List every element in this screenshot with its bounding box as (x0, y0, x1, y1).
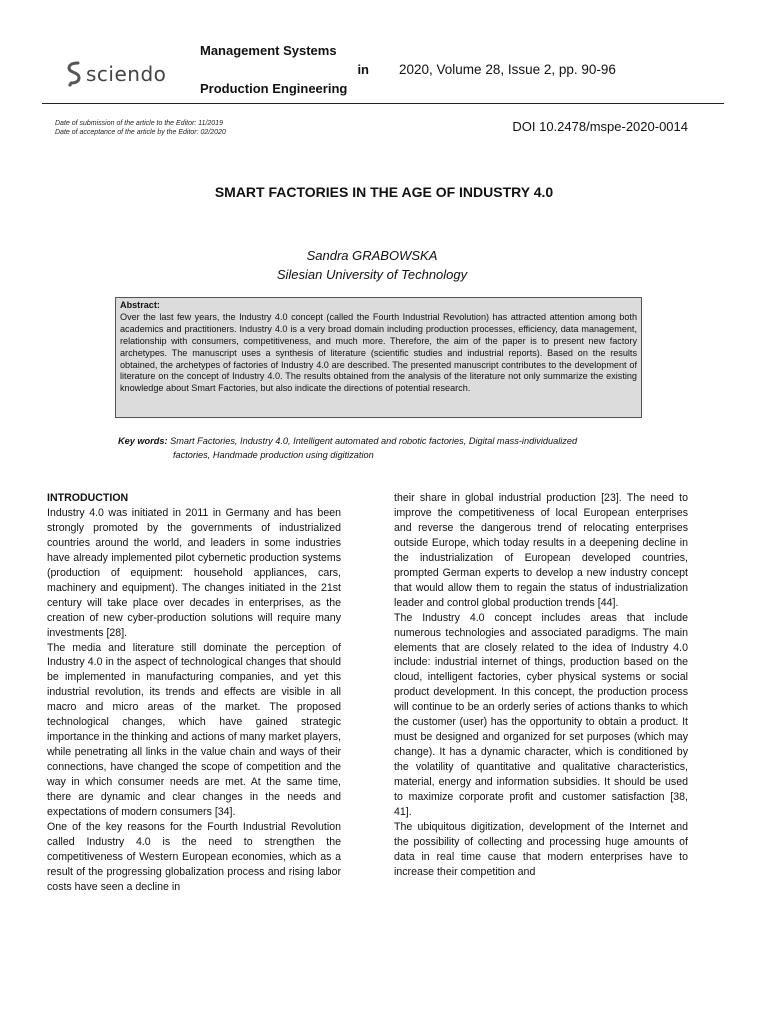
doi[interactable]: DOI 10.2478/mspe-2020-0014 (512, 119, 688, 134)
journal-line-3: Production Engineering (200, 81, 348, 96)
keywords-label: Key words: (118, 436, 168, 446)
paragraph: Industry 4.0 was initiated in 2011 in Germany and has been strongly promoted by the governments of industrialized countries around the world, and leaders in some industries have already implemented pilot cybernetic production systems (production of equipment: household appliances, cars, machinery and equipment). The changes initiated in the 21st century will take place over decades in enterprises, as the creation of new cyber-production solutions will require many investments [28]. (47, 506, 341, 639)
keywords-line-2: factories, Handmade production using digitization (173, 450, 374, 460)
journal-line-1: Management Systems (200, 43, 337, 58)
body-left-column (47, 491, 341, 895)
abstract-box (115, 297, 642, 418)
paragraph: One of the key reasons for the Fourth Industrial Revolution called Industry 4.0 is the need to strengthen the competitiveness of Western European economies, which as a result of the progressing globalization process and rising labor costs have seen a decline in (47, 820, 341, 893)
body-right-column (394, 491, 688, 880)
article-title: SMART FACTORIES IN THE AGE OF INDUSTRY 4.0 (214, 184, 554, 200)
paragraph: The media and literature still dominate the perception of Industry 4.0 in the aspect of technological changes that should be implemented in manufacturing companies, and yet this industrial revolution, its trends and effects are visible in all macro and micro areas of the market. The proposed technological changes, which have gained strategic importance in the thinking and actions of many market players, while penetrating all links in the value chain and ways of their connections, have changed the scope of competition and the way in which consumer needs are met. At the same time, there are dynamic and clear changes in the needs and expectations of modern consumers [34]. (47, 641, 341, 819)
sciendo-logo-icon (66, 60, 82, 88)
submission-date: Date of submission of the article to the Editor: 11/2019 (55, 120, 223, 127)
keywords (118, 434, 658, 462)
keywords-line-1: Smart Factories, Industry 4.0, Intelligent automated and robotic factories, Digital mass-individualized (170, 436, 578, 446)
journal-line-2: in (357, 62, 369, 77)
paragraph: their share in global industrial production [23]. The need to improve the competitiveness of local European enterprises and reverse the dangerous trend of relocating enterprises outside Europe, which today results in a deepening decline in the industrialization of European developed countries, prompted German experts to develop a new industry concept that would allow them to regain the status of industrialization leader and control global production trends [44]. (394, 492, 688, 609)
author-affiliation: Silesian University of Technology (276, 267, 468, 282)
author-name: Sandra GRABOWSKA (306, 248, 438, 263)
section-heading: INTRODUCTION (47, 492, 129, 504)
journal-title (200, 41, 370, 98)
header-divider (42, 103, 724, 104)
paragraph: The Industry 4.0 concept includes areas that include numerous technologies and associated paradigms. The main elements that are closely related to the idea of Industry 4.0 include: industrial internet of things, production based on the cloud, intelligent factories, cyber physical systems or social product development. In this concept, the production process will continue to be an orderly series of actions thanks to which the customer (user) has the opportunity to obtain a product. It must be designed and organized for set purposes (which may change). It has a dynamic character, which is conditioned by the volatility of quantitative and qualitative characteristics, material, energy and information subsidies. It should be used to maximize corporate profit and customer satisfaction [38, 41]. (394, 611, 688, 819)
abstract-text: Over the last few years, the Industry 4.0 concept (called the Fourth Industrial Revolution) has attracted attention among both academics and practitioners. Industry 4.0 is a very broad domain including production processes, efficiency, data management, relationship with consumers, competitiveness, and much more. Therefore, the aim of the paper is to present new factory archetypes. The manuscript uses a synthesis of literature (scientific studies and industrial reports). Based on the results obtained, the archetypes of factories of Industry 4.0 are described. The presented manuscript contributes to the development of literature on the concept of Industry 4.0. The results obtained from the analysis of the literature not only summarize the existing knowledge about Smart Factories, but also indicate the directions of potential research. (120, 311, 637, 394)
abstract-heading: Abstract: (120, 300, 160, 310)
editor-dates (55, 119, 226, 137)
publisher-logo (66, 60, 166, 88)
publisher-name: sciendo (86, 62, 167, 86)
acceptance-date: Date of acceptance of the article by the Editor: 02/2020 (55, 129, 226, 136)
paragraph: The ubiquitous digitization, development of the Internet and the possibility of collecting and processing huge amounts of data in real time cause that modern enterprises have to increase their competition and (394, 820, 688, 878)
issue-info: 2020, Volume 28, Issue 2, pp. 90-96 (399, 62, 616, 77)
